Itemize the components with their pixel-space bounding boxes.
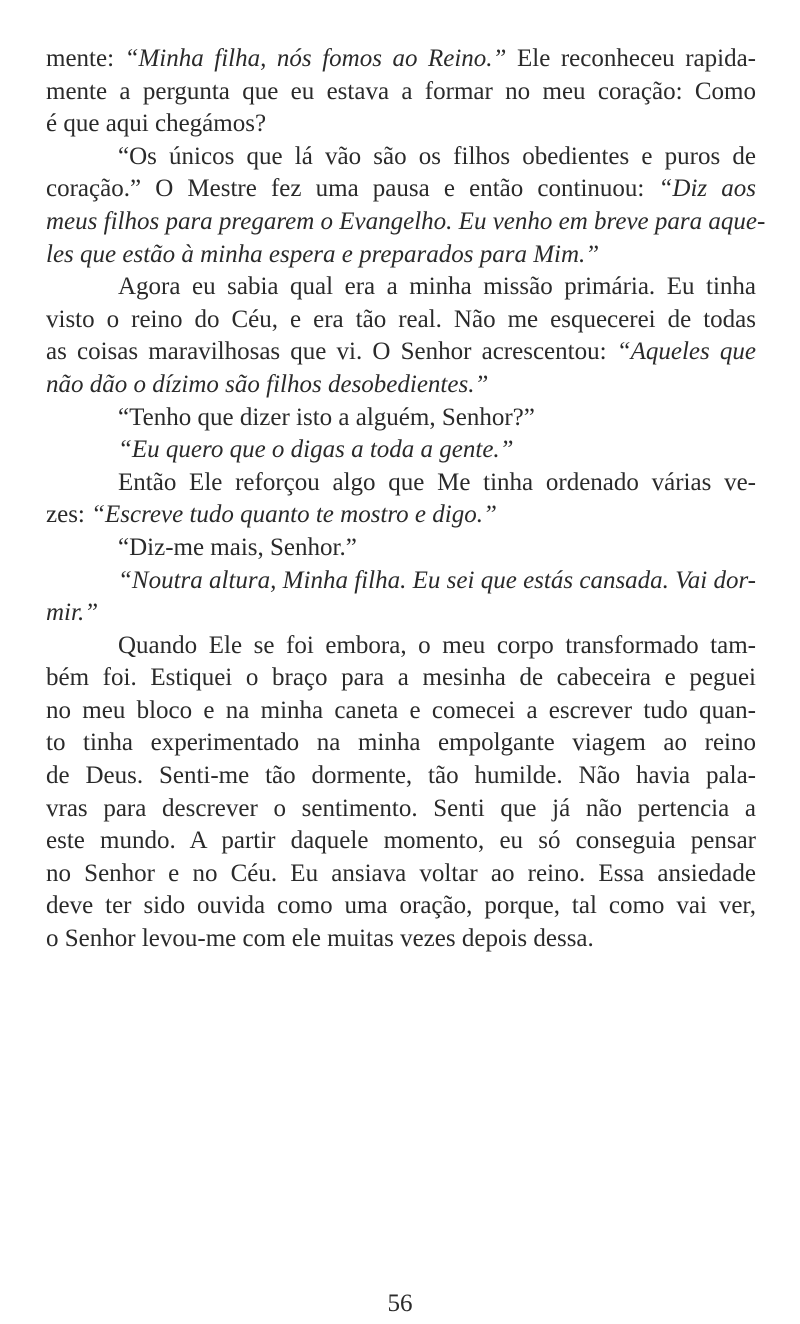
text-line (46, 662, 756, 695)
text-run: no meu bloco e na minha caneta e comecei a escrever tudo quan- (46, 696, 756, 724)
text-run: visto o reino do Céu, e era tão real. Não me esquecerei de todas (46, 305, 756, 333)
text-line (46, 173, 756, 206)
text-line (46, 630, 756, 663)
text-line (46, 532, 756, 565)
text-line (46, 499, 756, 532)
text-run: meus filhos para pregarem o Evangelho. Eu venho em breve para aque- (46, 207, 766, 235)
text-run: “Tenho que dizer isto a alguém, Senhor?” (118, 403, 535, 431)
text-run: não dão o dízimo são filhos desobedientes.” (46, 370, 489, 398)
text-line (46, 239, 756, 272)
text-line (46, 467, 756, 500)
text-line (46, 206, 766, 239)
text-line (46, 402, 756, 435)
text-run: “Diz-me mais, Senhor.” (118, 533, 357, 561)
text-line (46, 890, 756, 923)
text-line (46, 695, 756, 728)
text-run: “Os únicos que lá vão são os filhos obedientes e puros de (118, 142, 756, 170)
text-line (46, 760, 756, 793)
text-run: coração.” O Mestre fez uma pausa e então continuou: (46, 175, 659, 203)
text-line (46, 271, 756, 304)
text-run: “Eu quero que o digas a toda a gente.” (118, 436, 514, 464)
text-line (46, 43, 756, 76)
text-line (46, 304, 756, 337)
text-run: mente a pergunta que eu estava a formar no meu coração: Como (46, 77, 756, 105)
text-run: as coisas maravilhosas que vi. O Senhor acrescentou: (46, 338, 617, 366)
text-run: to tinha experimentado na minha empolgante viagem ao reino (46, 729, 756, 757)
text-line (46, 369, 756, 402)
text-line (46, 108, 756, 141)
text-run: “Escreve tudo quanto te mostro e digo.” (91, 501, 497, 529)
text-line (46, 793, 756, 826)
text-run: bém foi. Estiquei o braço para a mesinha de cabeceira e peguei (46, 664, 756, 692)
text-run: mente: (46, 45, 125, 72)
text-run: Então Ele reforçou algo que Me tinha ordenado várias ve- (118, 468, 756, 496)
text-line (46, 141, 756, 174)
text-line (46, 923, 756, 956)
text-run: zes: (46, 501, 92, 529)
text-run: o Senhor levou-me com ele muitas vezes depois dessa. (46, 925, 594, 953)
text-run: este mundo. A partir daquele momento, eu só conseguia pensar (46, 827, 756, 855)
text-run: Ele reconheceu rapida- (506, 45, 756, 72)
text-run: “Diz aos (658, 175, 756, 203)
text-run: les que estão à minha espera e preparados para Mim.” (46, 240, 600, 268)
text-line (46, 336, 756, 369)
text-line (46, 76, 756, 109)
text-line (46, 597, 756, 630)
text-run: vras para descrever o sentimento. Senti que já não pertencia a (46, 794, 756, 822)
body-text (46, 43, 766, 956)
text-run: “Noutra altura, Minha filha. Eu sei que estás cansada. Vai dor- (118, 566, 756, 594)
text-run: deve ter sido ouvida como uma oração, porque, tal como vai ver, (46, 892, 756, 920)
text-run: no Senhor e no Céu. Eu ansiava voltar ao reino. Essa ansiedade (46, 859, 756, 887)
text-run: Agora eu sabia qual era a minha missão primária. Eu tinha (118, 273, 756, 301)
text-line (46, 858, 756, 891)
text-run: “Aqueles que (616, 338, 756, 366)
page-number: 56 (387, 1290, 413, 1317)
text-line (46, 434, 756, 467)
text-line (46, 825, 756, 858)
text-run: “Minha filha, nós fomos ao Reino.” (124, 45, 507, 72)
text-run: é que aqui chegámos? (46, 110, 267, 138)
text-line (46, 565, 756, 598)
text-line (46, 727, 756, 760)
text-run: Quando Ele se foi embora, o meu corpo transformado tam- (118, 631, 756, 659)
text-run: mir.” (46, 599, 99, 627)
text-run: de Deus. Senti-me tão dormente, tão humilde. Não havia pala- (46, 762, 756, 790)
